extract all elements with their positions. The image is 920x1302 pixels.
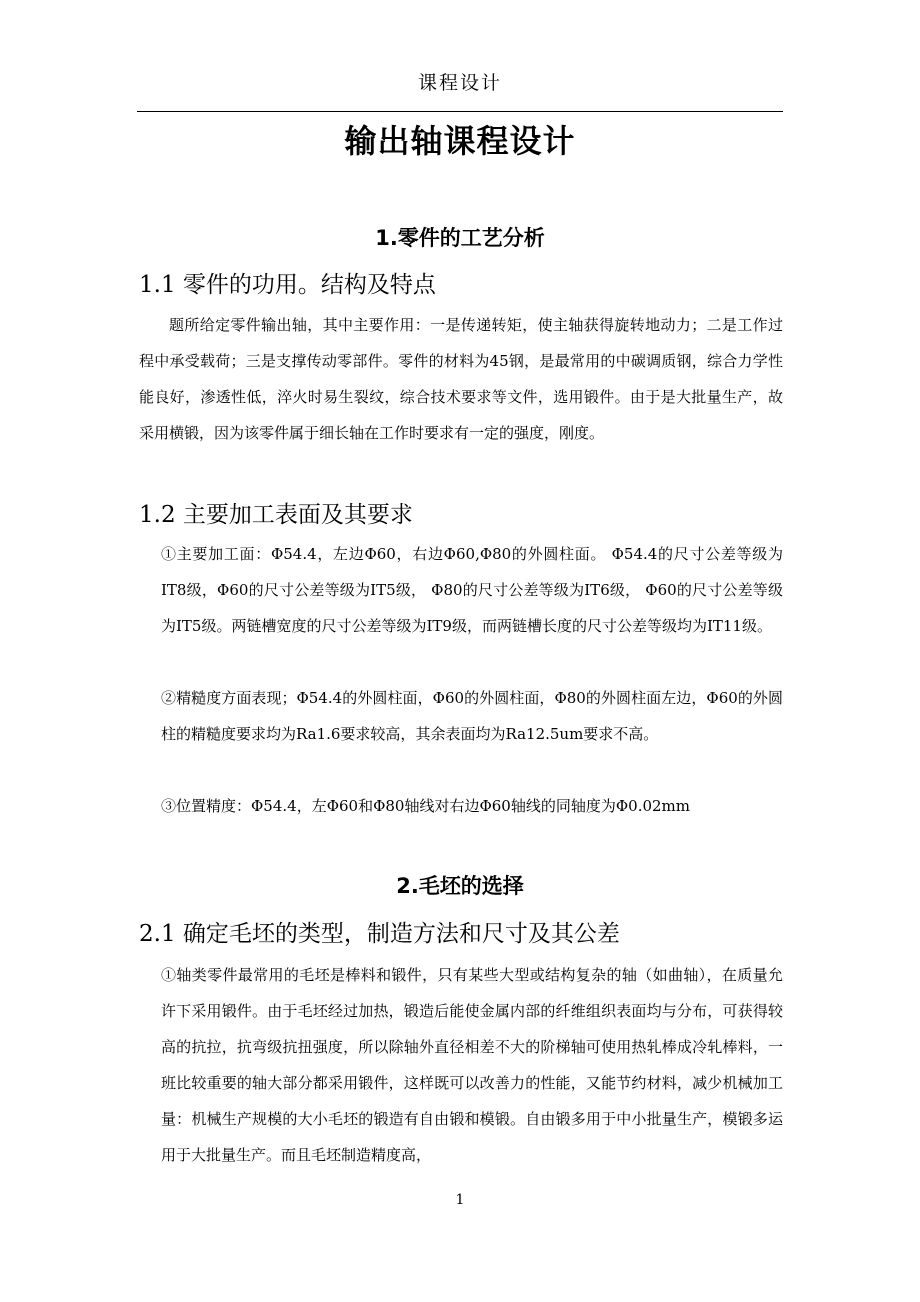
section-heading-2-1: 2.1 确定毛坯的类型，制造方法和尺寸及其公差 [139, 921, 620, 947]
section-1-1-paragraph: 题所给定零件输出轴，其中主要作用：一是传递转矩，使主轴获得旋转地动力；二是工作过程中承受载荷；三是支撑传动零部件。零件的材料为45钢，是最常用的中碳调质钢，综合力学性能良好，渗透性低，淬火时易生裂纹，综合技术要求等文件，选用锻件。由于是大批量生产，故采用横锻，因为该零件属于细长轴在工作时要求有一定的强度，刚度。 [139, 316, 783, 442]
list-item-requirement-3: ③位置精度：Φ54.4，左Φ60和Φ80轴线对右边Φ60轴线的同轴度为Φ0.02mm [161, 797, 690, 815]
chapter-heading-1: 1.零件的工艺分析 [375, 226, 545, 250]
page-number: 1 [455, 1192, 465, 1208]
document-title: 输出轴课程设计 [344, 122, 576, 160]
chapter-heading-2: 2.毛坯的选择 [396, 874, 524, 898]
list-item-requirement-1: ①主要加工面：Φ54.4，左边Φ60，右边Φ60,Φ80的外圆柱面。 Φ54.4的尺寸公差等级为IT8级，Φ60的尺寸公差等级为IT5级， Φ80的尺寸公差等级为IT6级， Φ60的尺寸公差等级为IT5级。两链槽宽度的尺寸公差等级为IT9级，而两链槽长度的尺寸公差等级均为IT11级。 [161, 545, 783, 635]
section-heading-1-1: 1.1 零件的功用。结构及特点 [139, 272, 436, 298]
list-item-requirement-2: ②精糙度方面表现；Φ54.4的外圆柱面，Φ60的外圆柱面，Φ80的外圆柱面左边，Φ60的外圆柱的精糙度要求均为Ra1.6要求较高，其余表面均为Ra12.5um要求不高。 [161, 689, 783, 743]
list-item-blank-1: ①轴类零件最常用的毛坯是棒料和锻件，只有某些大型或结构复杂的轴（如曲轴），在质量允许下采用锻件。由于毛坯经过加热，锻造后能使金属内部的纤维组织表面均与分布，可获得较高的抗拉，抗弯级抗扭强度，所以除轴外直径相差不大的阶梯轴可使用热轧棒成冷轧棒料，一班比较重要的轴大部分都采用锻件，这样既可以改善力的性能，又能节约材料，减少机械加工量：机械生产规模的大小毛坯的锻造有自由锻和模锻。自由锻多用于中小批量生产，模锻多运用于大批量生产。而且毛坯制造精度高， [161, 966, 783, 1164]
running-header: 课程设计 [417, 72, 502, 94]
section-heading-1-2: 1.2 主要加工表面及其要求 [139, 502, 413, 528]
header-divider [137, 111, 783, 112]
